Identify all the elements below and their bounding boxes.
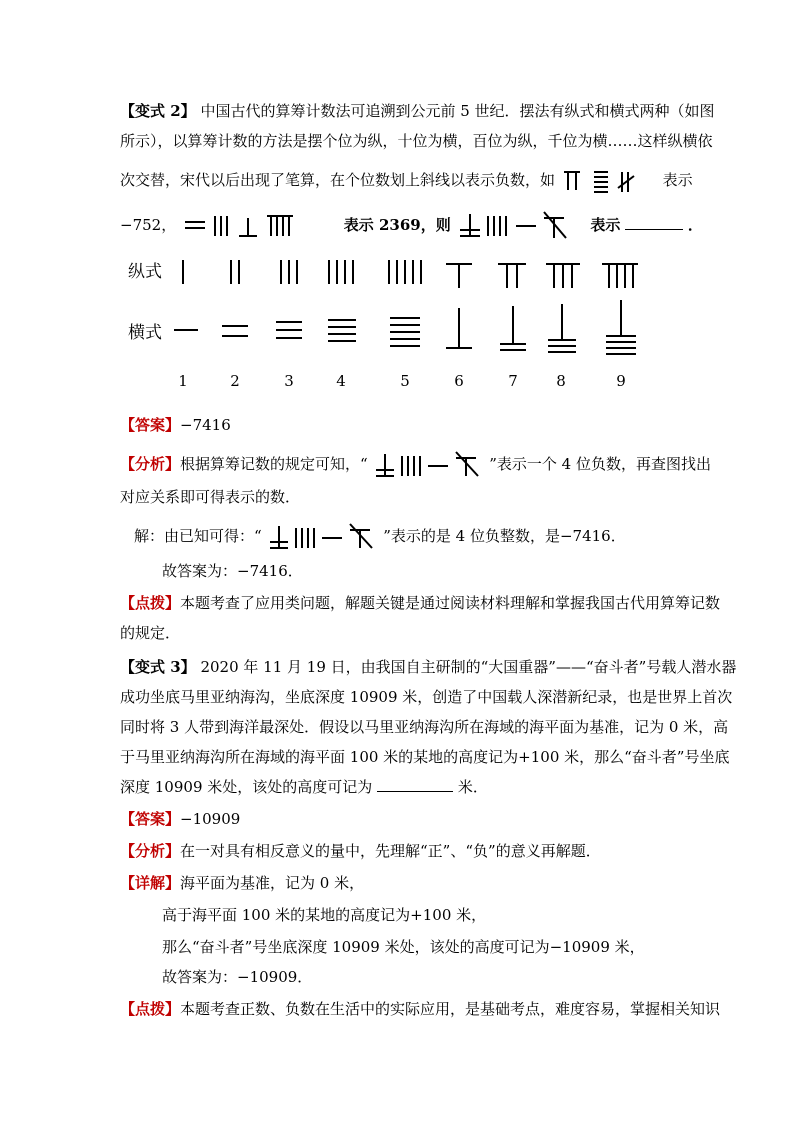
rod-numeral-minus-7416-icon — [456, 210, 576, 242]
analysis2-line1: 【分析】根据算筹记数的规定可知，“ ”表示一个 4 位负数，再查图找出 — [120, 450, 711, 480]
number-label: 8 — [556, 372, 566, 390]
tip2-line2: 的规定． — [120, 624, 181, 642]
analysis3: 【分析】在一对具有相反意义的量中，先理解“正”、“负”的意义再解题． — [120, 842, 601, 860]
detail3-line2: 高于海平面 100 米的某地的高度记为+100 米， — [162, 906, 487, 924]
number-label: 2 — [230, 372, 240, 390]
number-label: 9 — [616, 372, 626, 390]
variant2-line4: −752， 表示 2369，则 表示 ． — [120, 210, 703, 242]
variant3-line1: 【变式 3】 2020 年 11 月 19 日，由我国自主研制的“大国重器”——“奋斗者”号载人潜水器 — [120, 658, 737, 676]
variant2-line2: 所示），以算筹计数的方法是摆个位为纵，十位为横，百位为纵，千位为横……这样纵横依 — [120, 132, 713, 150]
rod-numeral-minus-7416-icon — [266, 522, 378, 552]
row-label-vertical: 纵式 — [128, 262, 162, 282]
analysis2-line2: 对应关系即可得表示的数． — [120, 488, 301, 506]
answer3: 【答案】−10909 — [120, 810, 241, 828]
answer2: 【答案】−7416 — [120, 416, 231, 434]
number-label: 6 — [454, 372, 464, 390]
detail3-line1: 【详解】海平面为基准，记为 0 米， — [120, 874, 365, 892]
solution2-line2: 故答案为：−7416． — [162, 562, 303, 580]
number-label: 3 — [284, 372, 294, 390]
rod-numeral-minus-7416-icon — [372, 450, 484, 480]
rod-numeral-minus-752-icon — [560, 168, 648, 194]
variant2-tag: 【变式 2】 — [120, 102, 196, 120]
number-label: 5 — [400, 372, 410, 390]
tip3-line1: 【点拨】本题考查正数、负数在生活中的实际应用，是基础考点，难度容易，掌握相关知识 — [120, 1000, 721, 1018]
answer-blank — [625, 215, 683, 230]
detail3-line4: 故答案为：−10909． — [162, 968, 313, 986]
number-label: 1 — [178, 372, 188, 390]
answer-blank — [377, 777, 453, 792]
variant2-line1: 【变式 2】 中国古代的算筹计数法可追溯到公元前 5 世纪．摆法有纵式和横式两种（如图 — [120, 102, 715, 120]
variant3-line2: 成功坐底马里亚纳海沟，坐底深度 10909 米，创造了中国载人深潜新纪录，也是世界上首次 — [120, 688, 733, 706]
variant3-line5: 深度 10909 米处，该处的高度可记为 米． — [120, 778, 488, 796]
rod-numeral-table-icon — [0, 250, 794, 390]
row-label-horizontal: 横式 — [128, 323, 162, 343]
variant3-line4: 于马里亚纳海沟所在海域的海平面 100 米的某地的高度记为+100 米，那么“奋斗者”号坐底 — [120, 748, 730, 766]
variant2-line3: 次交替，宋代以后出现了笔算，在个位数划上斜线以表示负数，如 表示 — [120, 168, 693, 194]
number-label: 4 — [336, 372, 346, 390]
solution2-line1: 解：由已知可得：“ ”表示的是 4 位负整数，是−7416． — [134, 522, 626, 552]
number-label: 7 — [508, 372, 518, 390]
detail3-line3: 那么“奋斗者”号坐底深度 10909 米处，该处的高度可记为−10909 米， — [162, 938, 645, 956]
tip2-line1: 【点拨】本题考查了应用类问题，解题关键是通过阅读材料理解和掌握我国古代用算筹记数 — [120, 594, 721, 612]
variant3-line3: 同时将 3 人带到海洋最深处．假设以马里亚纳海沟所在海域的海平面为基准，记为 0 米，高 — [120, 718, 729, 736]
rod-numeral-2369-icon — [181, 212, 319, 240]
